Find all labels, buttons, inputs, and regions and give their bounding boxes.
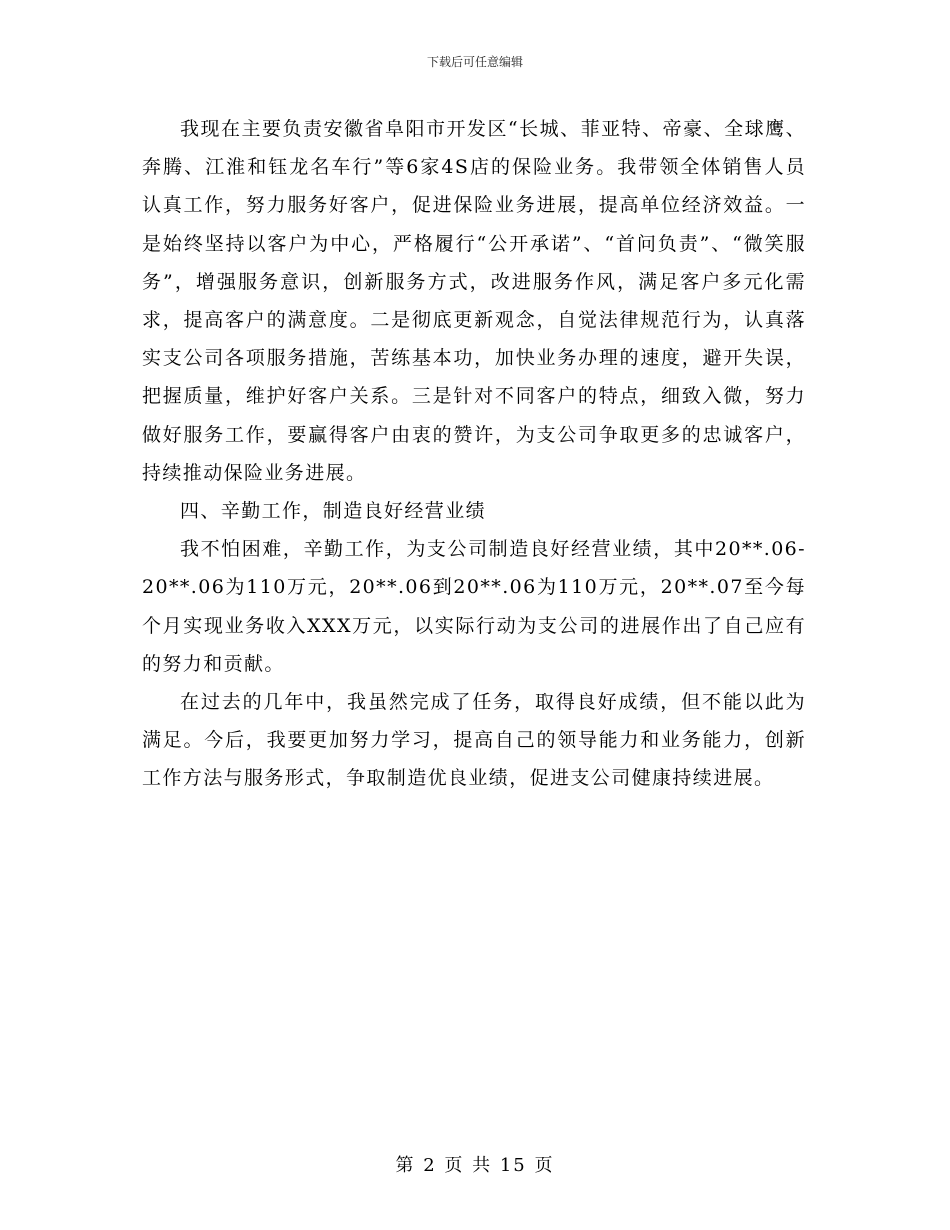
page-number: 第 2 页 共 15 页 <box>395 1155 555 1176</box>
page-header: 下载后可任意编辑 <box>426 55 523 69</box>
paragraph-performance: 我不怕困难，辛勤工作，为支公司制造良好经营业绩，其中20**.06-20**.06为110万元，20**.06到20**.06为110万元，20**.07至今每个月实现业务收入XXX万元，以实际行动为支公司的进展作出了自己应有的努力和贡献。 <box>142 538 806 675</box>
document-body <box>142 110 806 798</box>
paragraph-insurance-duties: 我现在主要负责安徽省阜阳市开发区“长城、菲亚特、帝豪、全球鹰、奔腾、江淮和钰龙名车行”等6家4S店的保险业务。我带领全体销售人员认真工作，努力服务好客户，促进保险业务进展，提高单位经济效益。一是始终坚持以客户为中心，严格履行“公开承诺”、“首问负责”、“微笑服务”，增强服务意识，创新服务方式，改进服务作风，满足客户多元化需求，提高客户的满意度。二是彻底更新观念，自觉法律规范行为，认真落实支公司各项服务措施，苦练基本功，加快业务办理的速度，避开失误，把握质量，维护好客户关系。三是针对不同客户的特点，细致入微，努力做好服务工作，要赢得客户由衷的赞许，为支公司争取更多的忠诚客户，持续推动保险业务进展。 <box>142 118 806 484</box>
section-heading-performance: 四、辛勤工作，制造良好经营业绩 <box>180 500 487 523</box>
paragraph-conclusion: 在过去的几年中，我虽然完成了任务，取得良好成绩，但不能以此为满足。今后，我要更加努力学习，提高自己的领导能力和业务能力，创新工作方法与服务形式，争取制造优良业绩，促进支公司健康持续进展。 <box>142 691 806 790</box>
